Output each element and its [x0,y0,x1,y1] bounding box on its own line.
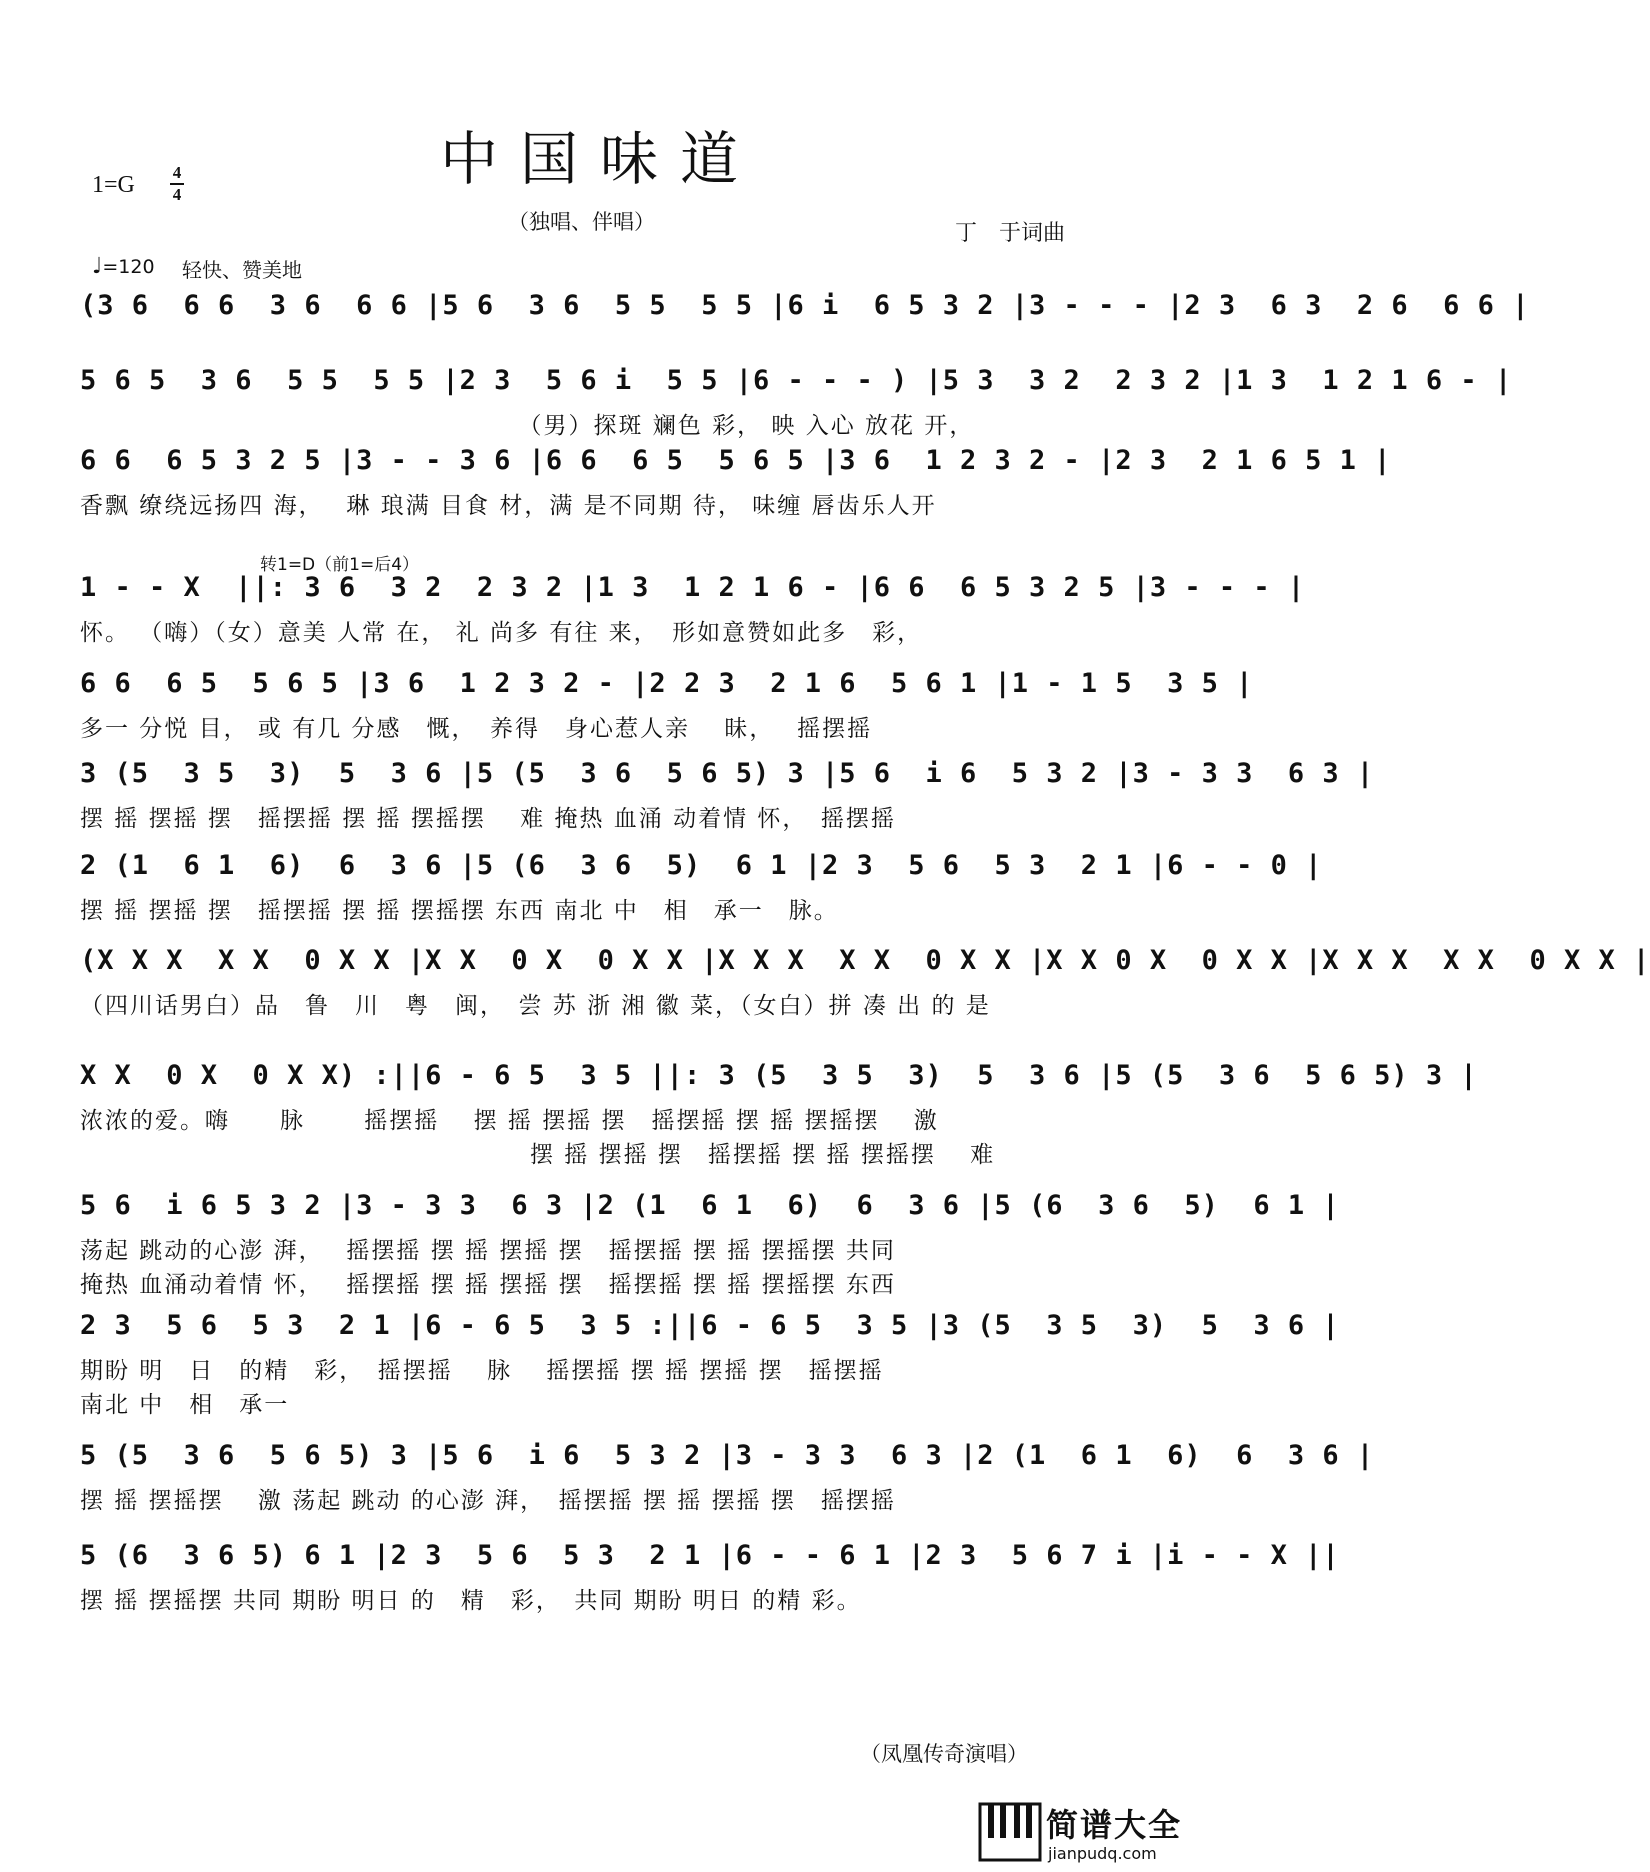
time-signature-top: 4 [172,163,182,182]
notation-line: 5 6 i 6 5 3 2 |3 - 3 3 6 3 |2 (1 6 1 6) 6 3 6 |5 (6 3 6 5) 6 1 | [80,1190,1340,1221]
subtitle: （独唱、伴唱） [508,210,655,234]
lyric-line: 怀。 （嗨）（女）意美 人常 在， 礼 尚多 有往 来， 形如意赞如此多 彩， [80,620,923,646]
song-title: 中国味道 [439,125,760,193]
time-signature [170,164,184,204]
tempo-marking [92,254,155,279]
score-row [80,758,1375,850]
lyric-line: 掩热 血涌动着情 怀， 摇摆摇 摆 摇 摆摇 摆 摇摆摇 摆 摇 摆摇摆 东西 [80,1272,896,1298]
author-credit: 丁 于词曲 [955,221,1066,246]
lyric-line: （四川话男白）品 鲁 川 粤 闽， 尝 苏 浙 湘 徽 菜，（女白）拼 凑 出 的 是 [80,993,991,1019]
notation-line: 2 (1 6 1 6) 6 3 6 |5 (6 3 6 5) 6 1 |2 3 5 6 5 3 2 1 |6 - - 0 | [80,850,1323,881]
score-row [80,445,1392,537]
lyric-line: 摆 摇 摆摇 摆 摇摆摇 摆 摇 摆摇摆 难 掩热 血涌 动着情 怀， 摇摆摇 [80,806,896,832]
score-row [80,850,1323,942]
lyric-line: 摆 摇 摆摇摆 共同 期盼 明日 的 精 彩， 共同 期盼 明日 的精 彩。 [80,1588,862,1614]
score-row [80,1190,1340,1298]
notation-line: 5 6 5 3 6 5 5 5 5 |2 3 5 6 i 5 5 |6 - - - ) |5 3 3 2 2 3 2 |1 3 1 2 1 6 - | [80,365,1513,396]
quarter-note-icon: ♩ [92,254,103,279]
lyric-line: 浓浓的爱。嗨 脉 摇摆摇 摆 摇 摆摇 摆 摇摆摇 摆 摇 摆摇摆 激 [80,1108,939,1134]
key-signature: 1=G [92,172,135,198]
lyric-line: 香飘 缭绕远扬四 海， 琳 琅满 目食 材，满 是不同期 待， 味缠 唇齿乐人开 [80,493,937,519]
score-row [80,1310,1340,1418]
score-row [80,1060,1478,1168]
lyric-line: 多一 分悦 目， 或 有几 分感 慨， 养得 身心惹人亲 昧， 摇摆摇 [80,716,873,742]
piano-keys-icon [978,1800,1042,1864]
notation-line: (3 6 6 6 3 6 6 6 |5 6 3 6 5 5 5 5 |6 i 6 5 3 2 |3 - - - |2 3 6 3 2 6 6 6 | [80,290,1530,321]
notation-line: X X 0 X 0 X X) :||6 - 6 5 3 5 ||: 3 (5 3 5 3) 5 3 6 |5 (5 3 6 5 6 5) 3 | [80,1060,1478,1091]
score-row [80,365,1513,457]
notation-line: 3 (5 3 5 3) 5 3 6 |5 (5 3 6 5 6 5) 3 |5 6 i 6 5 3 2 |3 - 3 3 6 3 | [80,758,1375,789]
score-row [80,572,1306,664]
time-signature-bottom: 4 [172,185,182,204]
score-row [80,1440,1375,1532]
lyric-line: （男）探斑 斓色 彩， 映 入心 放花 开， [80,413,975,439]
mood-marking: 轻快、赞美地 [182,258,302,282]
score-row [80,668,1254,760]
modulation-marking: 转1=D（前1=后4） [260,555,420,575]
lyric-line: 荡起 跳动的心澎 湃， 摇摆摇 摆 摇 摆摇 摆 摇摆摇 摆 摇 摆摇摆 共同 [80,1238,896,1264]
tempo-value: =120 [102,256,155,278]
notation-line: 2 3 5 6 5 3 2 1 |6 - 6 5 3 5 :||6 - 6 5 3 5 |3 (5 3 5 3) 5 3 6 | [80,1310,1340,1341]
site-name: 简谱大全 [1046,1806,1183,1844]
performer-credit: （凤凰传奇演唱） [860,1742,1028,1766]
lyric-line: 摆 摇 摆摇摆 激 荡起 跳动 的心澎 湃， 摇摆摇 摆 摇 摆摇 摆 摇摆摇 [80,1488,896,1514]
site-url: jianpudq.com [1048,1844,1157,1863]
notation-line: 6 6 6 5 5 6 5 |3 6 1 2 3 2 - |2 2 3 2 1 6 5 6 1 |1 - 1 5 3 5 | [80,668,1254,699]
notation-line: (X X X X X 0 X X |X X 0 X 0 X X |X X X X X 0 X X |X X 0 X 0 X X |X X X X X 0 X X | [80,945,1650,976]
notation-line: 6 6 6 5 3 2 5 |3 - - 3 6 |6 6 6 5 5 6 5 |3 6 1 2 3 2 - |2 3 2 1 6 5 1 | [80,445,1392,476]
lyric-line: 期盼 明 日 的精 彩， 摇摆摇 脉 摇摆摇 摆 摇 摆摇 摆 摇摆摇 [80,1358,884,1384]
score-row [80,945,1650,1037]
lyric-line: 南北 中 相 承一 [80,1392,290,1418]
lyric-line: 摆 摇 摆摇 摆 摇摆摇 摆 摇 摆摇摆 难 [80,1142,996,1168]
notation-line: 1 - - X ||: 3 6 3 2 2 3 2 |1 3 1 2 1 6 - |6 6 6 5 3 2 5 |3 - - - | [80,572,1306,603]
score-row [80,1540,1340,1632]
lyric-line: 摆 摇 摆摇 摆 摇摆摇 摆 摇 摆摇摆 东西 南北 中 相 承一 脉。 [80,898,839,924]
notation-line: 5 (6 3 6 5) 6 1 |2 3 5 6 5 3 2 1 |6 - - 6 1 |2 3 5 6 7 i |i - - X || [80,1540,1340,1571]
notation-line: 5 (5 3 6 5 6 5) 3 |5 6 i 6 5 3 2 |3 - 3 3 6 3 |2 (1 6 1 6) 6 3 6 | [80,1440,1375,1471]
site-logo [978,1800,1192,1868]
